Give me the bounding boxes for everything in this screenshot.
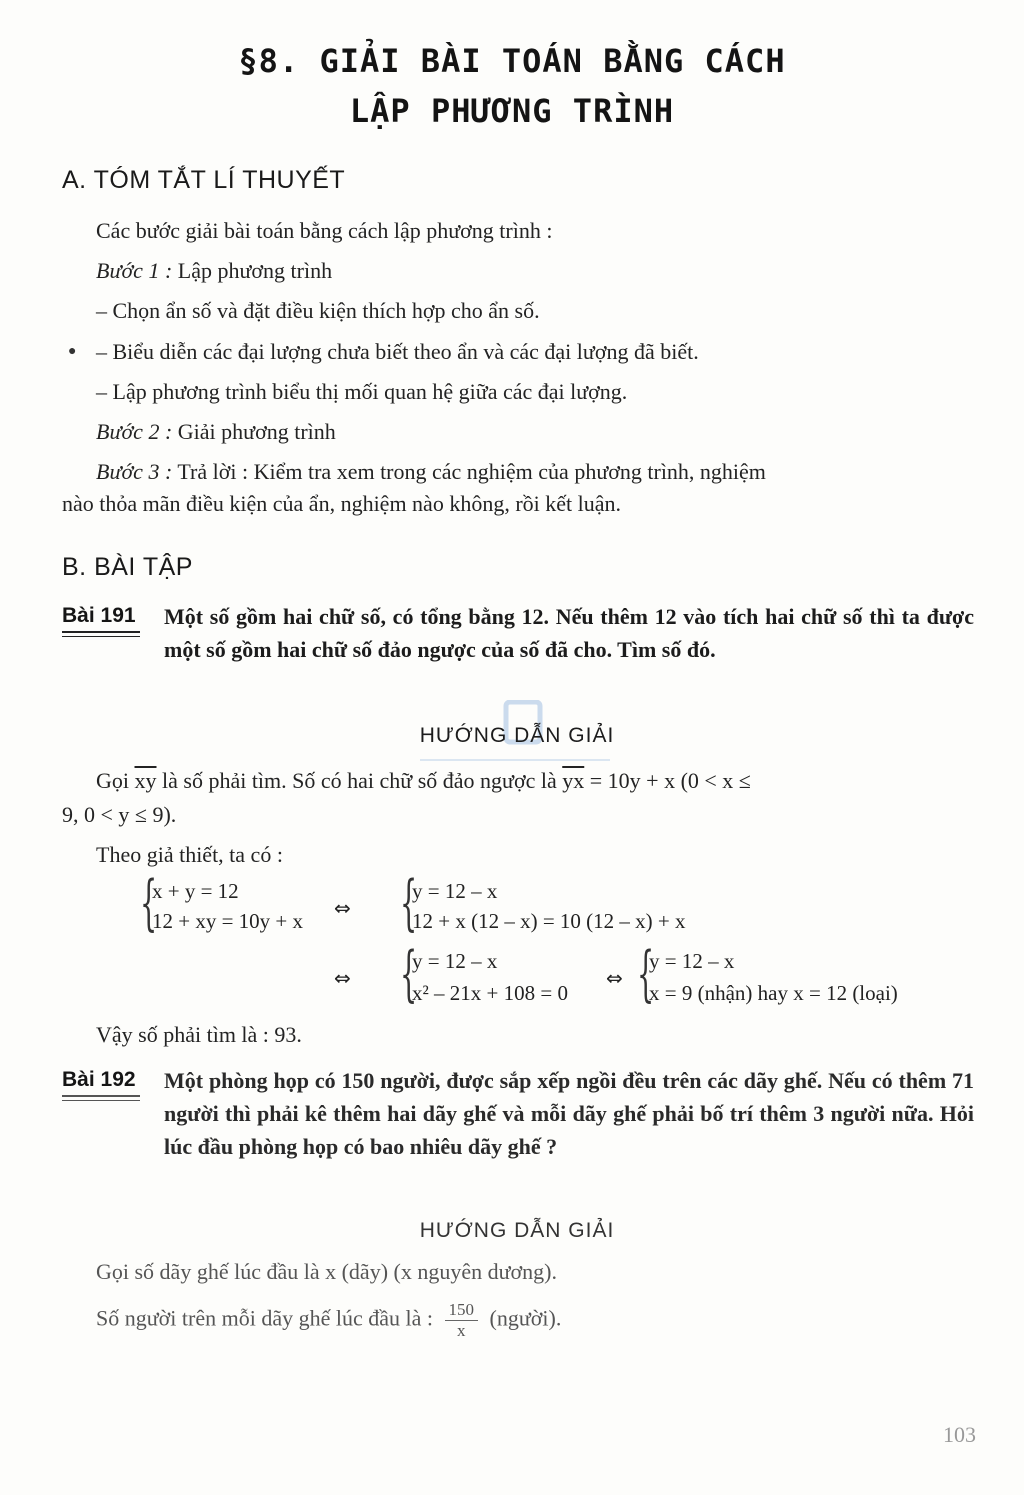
page-title-line1: §8. GIẢI BÀI TOÁN BẰNG CÁCH (238, 42, 786, 80)
bullet-3: – Lập phương trình biểu thị mối quan hệ giữa các đại lượng. (96, 379, 628, 404)
bai191-label: Bài 191 (62, 604, 140, 637)
bullet-dot-icon: ● (68, 344, 77, 359)
section-a-heading: A. TÓM TẮT LÍ THUYẾT (62, 166, 346, 194)
step2 (96, 415, 336, 448)
bai192-solution-line1: Gọi số dãy ghế lúc đầu là x (dãy) (x nguyên dương). (96, 1259, 558, 1284)
bai192-label: Bài 192 (62, 1068, 140, 1101)
bullet-1: – Chọn ẩn số và đặt điều kiện thích hợp cho ẩn số. (96, 298, 540, 323)
system3-eq2: x² – 21x + 108 = 0 (412, 981, 568, 1005)
step1-label: Bước 1 : (96, 258, 173, 283)
page-title-line2: LẬP PHƯƠNG TRÌNH (349, 92, 675, 130)
brace-system1: { (140, 868, 158, 938)
bullet-2: – Biểu diễn các đại lượng chưa biết theo ẩn và các đại lượng đã biết. (96, 339, 699, 364)
bai191-guide-heading: HƯỚNG DẪN GIẢI (419, 724, 615, 747)
bai191-solution-line1: Gọi $\overline{xy}$ là số phải tìm. Số có hai chữ số đảo ngược là $\overline{yx} = 10y + x$ (0 < x ≤ (96, 768, 751, 793)
system4-eq1: y = 12 – x (649, 949, 735, 973)
system2-eq2: 12 + x (12 – x) = 10 (12 – x) + x (412, 909, 686, 933)
iff-symbol-2: ⇔ (334, 966, 351, 990)
bai191-solution-line2: 9, 0 < y ≤ 9). (62, 802, 177, 827)
bai192-problem: Một phòng họp có 150 người, được sắp xếp ngồi đều trên các dãy ghế. Nếu có thêm 71 người thì phải kê thêm hai dãy ghế và mỗi dãy ghế phải bố trí thêm 3 người nữa. Hỏi lúc đầu phòng họp có bao nhiêu dãy ghế ? (164, 1068, 974, 1159)
step1 (96, 254, 332, 287)
step1-text: Lập phương trình (177, 258, 333, 283)
system3-eq1: y = 12 – x (412, 949, 498, 973)
bai191-solution-line3: Theo giả thiết, ta có : (96, 842, 283, 867)
brace-system2: { (400, 868, 418, 938)
bai191-conclusion: Vậy số phải tìm là : 93. (96, 1022, 302, 1047)
step2-text: Giải phương trình (177, 419, 336, 444)
step2-label: Bước 2 : (96, 419, 173, 444)
number-xy: $\overline{xy}$ (134, 768, 157, 793)
system4-eq2: x = 9 (nhận) hay x = 12 (loại) (649, 981, 898, 1005)
section-a-intro: Các bước giải bài toán bằng cách lập phương trình : (96, 218, 553, 243)
system2-eq1: y = 12 – x (412, 879, 498, 903)
iff-symbol-3: ⇔ (606, 966, 623, 990)
bai192-solution-line2: Số người trên mỗi dãy ghế lúc đầu là : $\frac{150}{x}$ (người). (96, 1300, 562, 1340)
brace-system4: { (637, 939, 655, 1009)
step3-text: Trả lời : Kiểm tra xem trong các nghiệm của phương trình, nghiệm (177, 459, 766, 484)
step3-continuation: nào thỏa mãn điều kiện của ẩn, nghiệm nào không, rồi kết luận. (62, 491, 622, 516)
number-yx: $\overline{yx}$ (562, 768, 585, 793)
brace-system3: { (400, 939, 418, 1009)
section-b-heading: B. BÀI TẬP (62, 553, 193, 581)
step3-label: Bước 3 : (96, 459, 173, 484)
page-number: 103 (943, 1422, 976, 1447)
step3 (96, 455, 766, 488)
iff-symbol-1: ⇔ (334, 896, 351, 920)
fraction-150-over-x: $\frac{150}{x}$ (445, 1300, 479, 1341)
system1-eq1: x + y = 12 (152, 879, 239, 903)
system1-eq2: 12 + xy = 10y + x (152, 909, 304, 933)
bai191-problem: Một số gồm hai chữ số, có tổng bằng 12. Nếu thêm 12 vào tích hai chữ số thì ta được một số gồm hai chữ số đảo ngược của số đã cho. Tìm số đó. (164, 604, 974, 662)
bai192-guide-heading: HƯỚNG DẪN GIẢI (419, 1219, 615, 1242)
